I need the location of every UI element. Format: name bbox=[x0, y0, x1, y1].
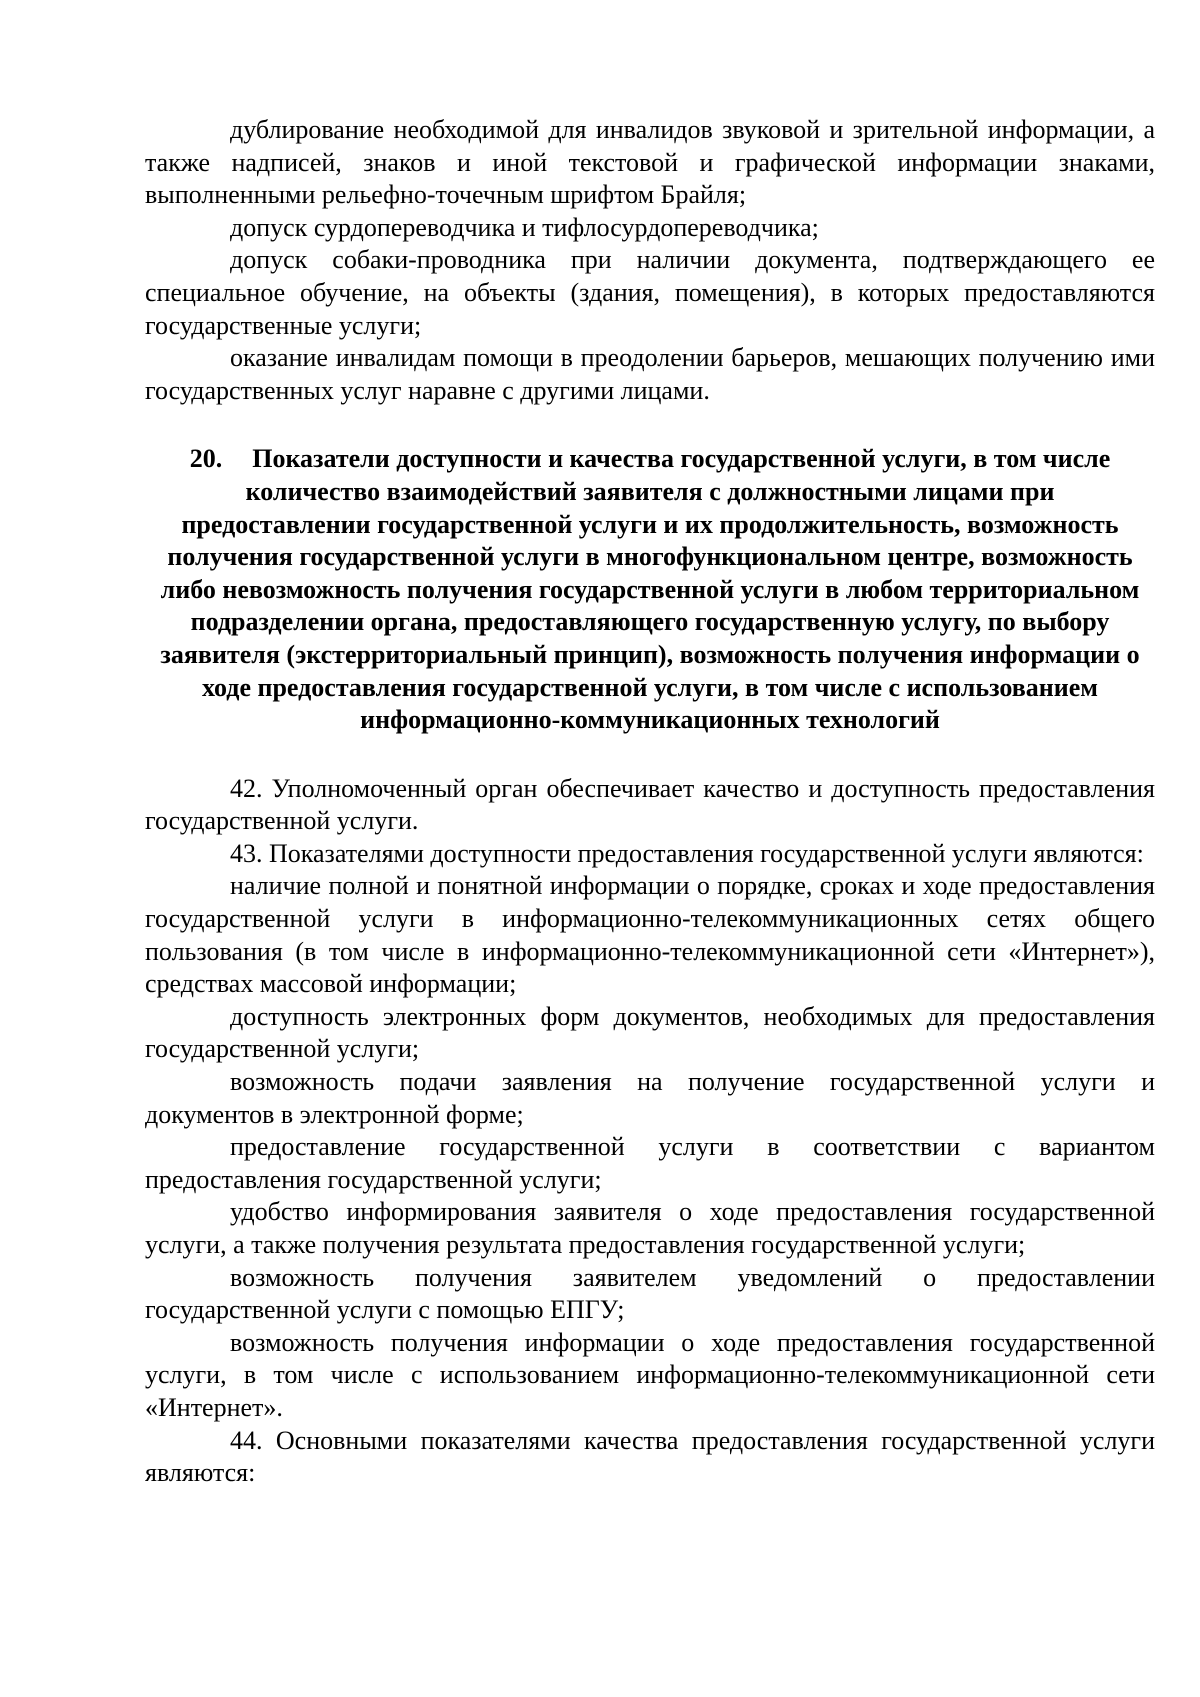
paragraph: 44. Основными показателями качества предоставления государственной услуги являются: bbox=[145, 1425, 1155, 1488]
document-page bbox=[145, 114, 1155, 1490]
paragraph: дублирование необходимой для инвалидов звуковой и зрительной информации, а также надписей, знаков и иной текстовой и графической информации знаками, выполненными рельефно-точечным шрифтом Брайля; bbox=[145, 115, 1155, 210]
paragraph: предоставление государственной услуги в соответствии с вариантом предоставления государственной услуги; bbox=[145, 1132, 1155, 1194]
paragraph: наличие полной и понятной информации о порядке, сроках и ходе предоставления государственной услуги в информационно-телекоммуникационных сетях общего пользования (в том числе в информационно-телекоммуникационной сети «Интернет»), средствах массовой информации; bbox=[145, 871, 1155, 999]
paragraph: возможность получения информации о ходе предоставления государственной услуги, в том числе с использованием информационно-телекоммуникационной сети «Интернет». bbox=[145, 1327, 1155, 1422]
paragraph: возможность подачи заявления на получение государственной услуги и документов в электронной форме; bbox=[145, 1067, 1155, 1129]
paragraph: удобство информирования заявителя о ходе предоставления государственной услуги, а также получения результата предоставления государственной услуги; bbox=[145, 1197, 1155, 1259]
paragraph: оказание инвалидам помощи в преодолении барьеров, мешающих получению ими государственных услуг наравне с другими лицами. bbox=[145, 343, 1155, 405]
section-title: Показатели доступности и качества государственной услуги, в том числе количество взаимодействий заявителя с должностными лицами при предоставлении государственной услуги и их продолжительность, возможность получения государственной услуги в многофункциональном центре, возможность либо невозможность получения государственной услуги в любом территориальном подразделении органа, предоставляющего государственную услугу, по выбору заявителя (экстерриториальный принцип), возможность получения информации о ходе предоставления государственной услуги, в том числе с использованием информационно-коммуникационных технологий bbox=[160, 444, 1140, 735]
paragraph: допуск собаки-проводника при наличии документа, подтверждающего ее специальное обучение, на объекты (здания, помещения), в которых предоставляются государственные услуги; bbox=[145, 245, 1155, 340]
section-number: 20. bbox=[189, 444, 223, 474]
paragraph: 43. Показателями доступности предоставления государственной услуги являются: bbox=[230, 838, 1144, 868]
paragraph: допуск сурдопереводчика и тифлосурдопереводчика; bbox=[230, 212, 819, 242]
section-heading bbox=[145, 443, 1155, 736]
paragraph: доступность электронных форм документов, необходимых для предоставления государственной услуги; bbox=[145, 1001, 1155, 1064]
paragraph: 42. Уполномоченный орган обеспечивает качество и доступность предоставления государственной услуги. bbox=[145, 773, 1155, 836]
paragraph: возможность получения заявителем уведомлений о предоставлении государственной услуги с помощью ЕПГУ; bbox=[145, 1262, 1155, 1325]
